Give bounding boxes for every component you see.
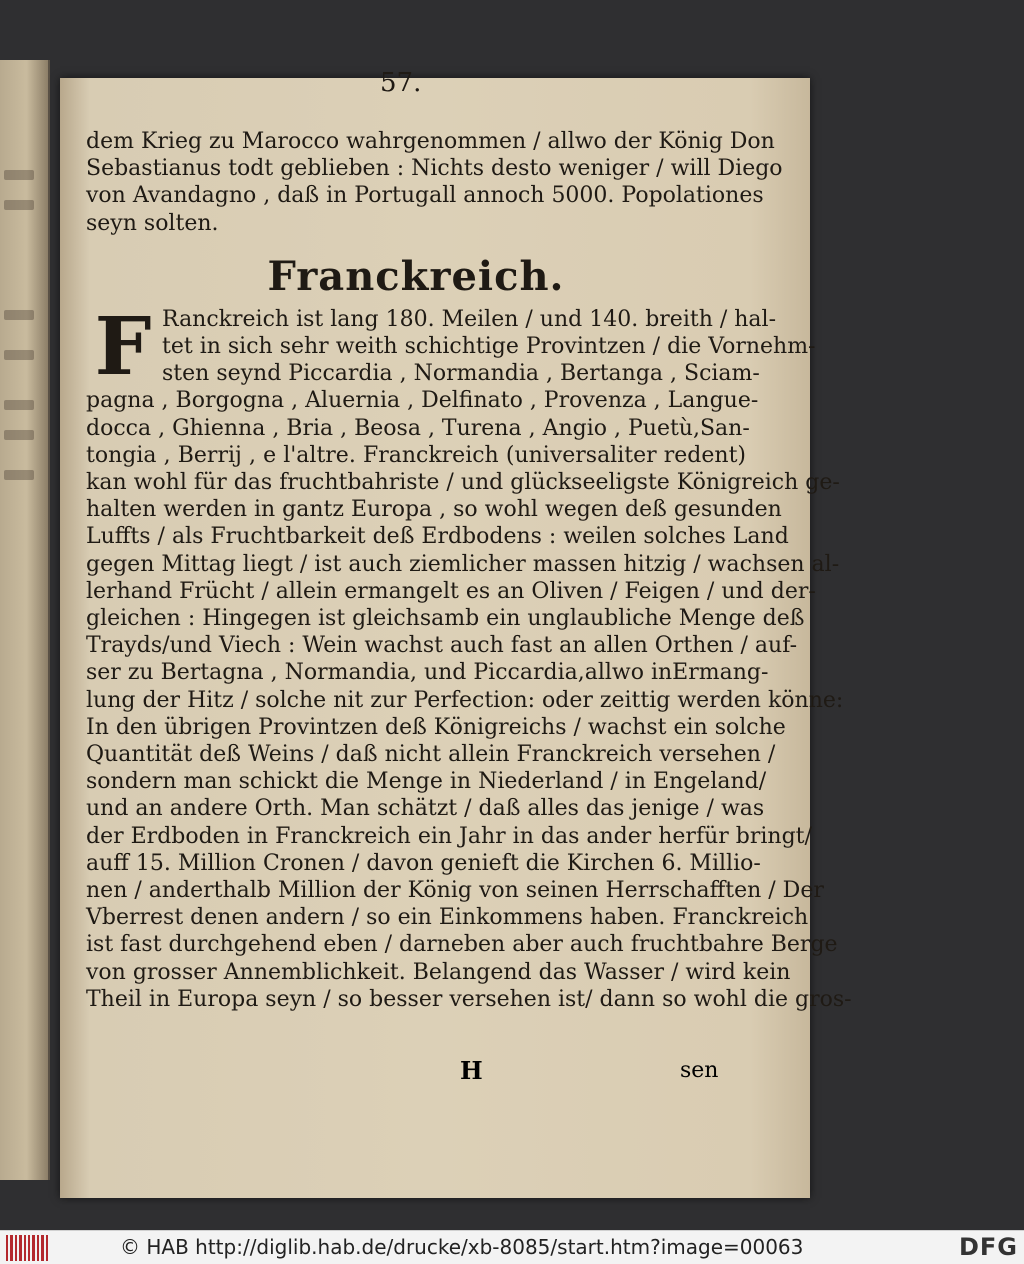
ghost-text-mark <box>4 170 34 180</box>
text-line: Trayds/und Viech : Wein wachst auch fast an allen Orthen / auf- <box>86 633 798 659</box>
text-line: seyn solten. <box>86 210 219 236</box>
text-line: docca , Ghienna , Bria , Beosa , Turena , Angio , Puetù,San- <box>86 415 750 441</box>
page-text <box>86 128 852 1013</box>
signature-mark: H <box>460 1056 483 1085</box>
dfg-logo: DFG <box>958 1233 1018 1261</box>
text-line: gleichen : Hingegen ist gleichsamb ein unglaubliche Menge deß <box>86 606 805 632</box>
ghost-text-mark <box>4 310 34 320</box>
text-line: Vberrest denen andern / so ein Einkommens haben. Franckreich <box>86 905 809 931</box>
text-line: pagna , Borgogna , Aluernia , Delfinato , Provenza , Langue- <box>86 388 759 414</box>
ghost-text-mark <box>4 430 34 440</box>
book-page <box>60 68 852 1198</box>
ghost-text-mark <box>4 400 34 410</box>
text-line: der Erdboden in Franckreich ein Jahr in das ander herfür bringt/ <box>86 823 812 849</box>
text-line: von Avandagno , daß in Portugall annoch 5000. Popolationes <box>86 183 764 209</box>
drop-capital: F <box>94 298 152 393</box>
text-line: gegen Mittag liegt / ist auch ziemlicher massen hitzig / wachsen al- <box>86 551 840 577</box>
text-line: halten werden in gantz Europa , so wohl wegen deß gesunden <box>86 497 782 523</box>
text-line: Luffts / als Fruchtbarkeit deß Erdbodens : weilen solches Land <box>86 524 789 550</box>
footer-bar <box>0 1230 1024 1264</box>
text-line: sten seynd Piccardia , Normandia , Bertanga , Sciam- <box>162 361 760 387</box>
copyright-url[interactable]: © HAB http://diglib.hab.de/drucke/xb-8085/start.htm?image=00063 <box>120 1235 804 1259</box>
text-line: von grosser Annemblichkeit. Belangend das Wasser / wird kein <box>86 959 791 985</box>
text-line: sondern man schickt die Menge in Niederland / in Engeland/ <box>86 769 767 795</box>
hab-logo-icon <box>6 1235 48 1261</box>
text-line: Ranckreich ist lang 180. Meilen / und 140. breith / hal- <box>162 306 777 332</box>
text-line: lung der Hitz / solche nit zur Perfection: oder zeittig werden könne: <box>86 687 844 713</box>
text-line: nen / anderthalb Million der König von seinen Herrschafften / Der <box>86 878 824 904</box>
ghost-text-mark <box>4 470 34 480</box>
text-line: dem Krieg zu Marocco wahrgenommen / allwo der König Don <box>86 129 775 154</box>
text-line: tongia , Berrij , e l'altre. Franckreich (universaliter redent) <box>86 442 746 468</box>
ghost-text-mark <box>4 200 34 210</box>
text-line: ser zu Bertagna , Normandia, und Piccardia,allwo inErmang- <box>86 660 769 686</box>
text-line: Quantität deß Weins / daß nicht allein Franckreich versehen / <box>86 742 776 768</box>
catchword: sen <box>680 1058 719 1083</box>
text-line: Sebastianus todt geblieben : Nichts desto weniger / will Diego <box>86 156 783 182</box>
text-line: und an andere Orth. Man schätzt / daß alles das jenige / was <box>86 796 765 822</box>
text-line: ist fast durchgehend eben / darneben aber auch fruchtbahre Berge <box>86 932 838 958</box>
page-number: 57. <box>380 68 422 98</box>
text-line: kan wohl für das fruchtbahriste / und glückseeligste Königreich ge- <box>86 470 840 496</box>
section-heading: Franckreich. <box>267 252 565 300</box>
paragraph <box>86 298 852 1013</box>
ghost-text-mark <box>4 350 34 360</box>
text-line: In den übrigen Provintzen deß Königreichs / wachst ein solche <box>86 714 786 740</box>
adjacent-page-edge <box>0 60 50 1180</box>
text-line: auff 15. Million Cronen / davon genieft die Kirchen 6. Millio- <box>86 850 761 876</box>
text-line: tet in sich sehr weith schichtige Provintzen / die Vornehm- <box>162 334 816 360</box>
text-line: Theil in Europa seyn / so besser versehen ist/ dann so wohl die gros- <box>86 986 852 1012</box>
text-line: lerhand Frücht / allein ermangelt es an Oliven / Feigen / und der- <box>86 578 816 604</box>
